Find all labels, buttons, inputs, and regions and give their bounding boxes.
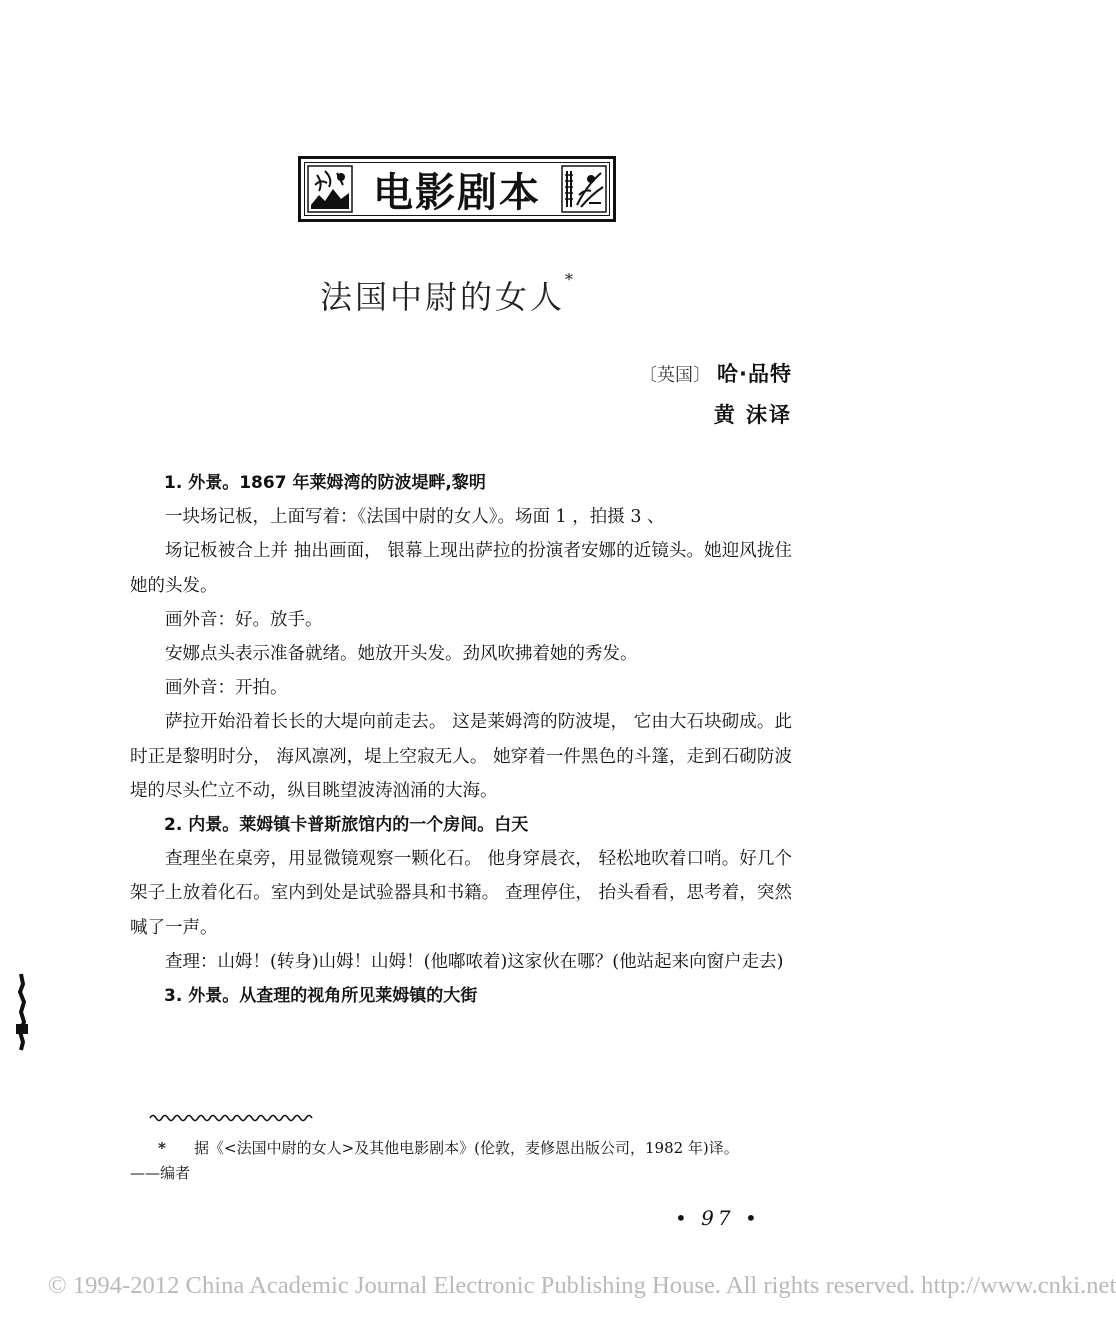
script-body <box>130 466 792 1013</box>
footnote-divider <box>150 1112 316 1124</box>
footnote <box>130 1136 800 1186</box>
scene-heading: 1. 外景。1867 年莱姆湾的防波堤畔,黎明 <box>164 473 486 493</box>
article-title <box>320 272 576 318</box>
author-name: 哈·品特 <box>717 362 792 386</box>
page-number: • 97 • <box>675 1206 761 1230</box>
script-paragraph: 萨拉开始沿着长长的大堤向前走去。 这是莱姆湾的防波堤， 它由大石块砌成。此时正是黎明时分， 海风凛冽，堤上空寂无人。 她穿着一件黑色的斗篷，走到石砌防波堤的尽头伫立不动，纵目眺望波涛汹涌的大海。 <box>130 712 792 801</box>
banner-title: 电影剧本 <box>373 169 541 216</box>
script-paragraph: 查理坐在桌旁，用显微镜观察一颗化石。 他身穿晨衣， 轻松地吹着口哨。好几个架子上放着化石。室内到处是试验器具和书籍。 查理停住， 抬头看看，思考着，突然喊了一声。 <box>130 849 792 938</box>
footnote-signature: ——编者 <box>130 1164 191 1182</box>
scene-heading: 3. 外景。从查理的视角所见莱姆镇的大街 <box>164 986 478 1007</box>
copyright-watermark: © 1994-2012 China Academic Journal Electronic Publishing House. All rights reserved. http://www.cnki.net <box>48 1272 1116 1299</box>
article-title-footnote-mark: * <box>565 270 577 289</box>
article-title-text: 法国中尉的女人 <box>320 278 566 316</box>
script-paragraph: 场记板被合上并 抽出画面， 银幕上现出萨拉的扮演者安娜的近镜头。她迎风拢住她的头发。 <box>130 541 792 596</box>
film-ornament-icon <box>561 165 607 213</box>
footnote-mark: * <box>158 1139 166 1157</box>
author-byline <box>639 358 792 388</box>
script-paragraph: 画外音：好。放手。 <box>165 609 323 630</box>
binding-margin-mark <box>14 972 30 1052</box>
author-nationality: 〔英国〕 <box>639 365 712 386</box>
scene-heading: 2. 内景。莱姆镇卡普斯旅馆内的一个房间。白天 <box>164 815 529 836</box>
landscape-ornament-icon <box>307 165 353 213</box>
script-paragraph: 一块场记板，上面写着：《法国中尉的女人》。场面 1 ，拍摄 3 、 <box>165 507 665 528</box>
script-paragraph: 查理：山姆！(转身)山姆！山姆！(他嘟哝着)这家伙在哪？(他站起来向窗户走去) <box>165 951 784 972</box>
translator-byline: 黄 沫译 <box>713 403 792 427</box>
column-banner <box>298 156 616 222</box>
script-paragraph: 安娜点头表示准备就绪。她放开头发。劲风吹拂着她的秀发。 <box>165 644 638 665</box>
script-paragraph: 画外音：开拍。 <box>165 678 288 699</box>
footnote-text: 据《<法国中尉的女人>及其他电影剧本》(伦敦，麦修恩出版公司，1982 年)译。 <box>194 1139 739 1157</box>
